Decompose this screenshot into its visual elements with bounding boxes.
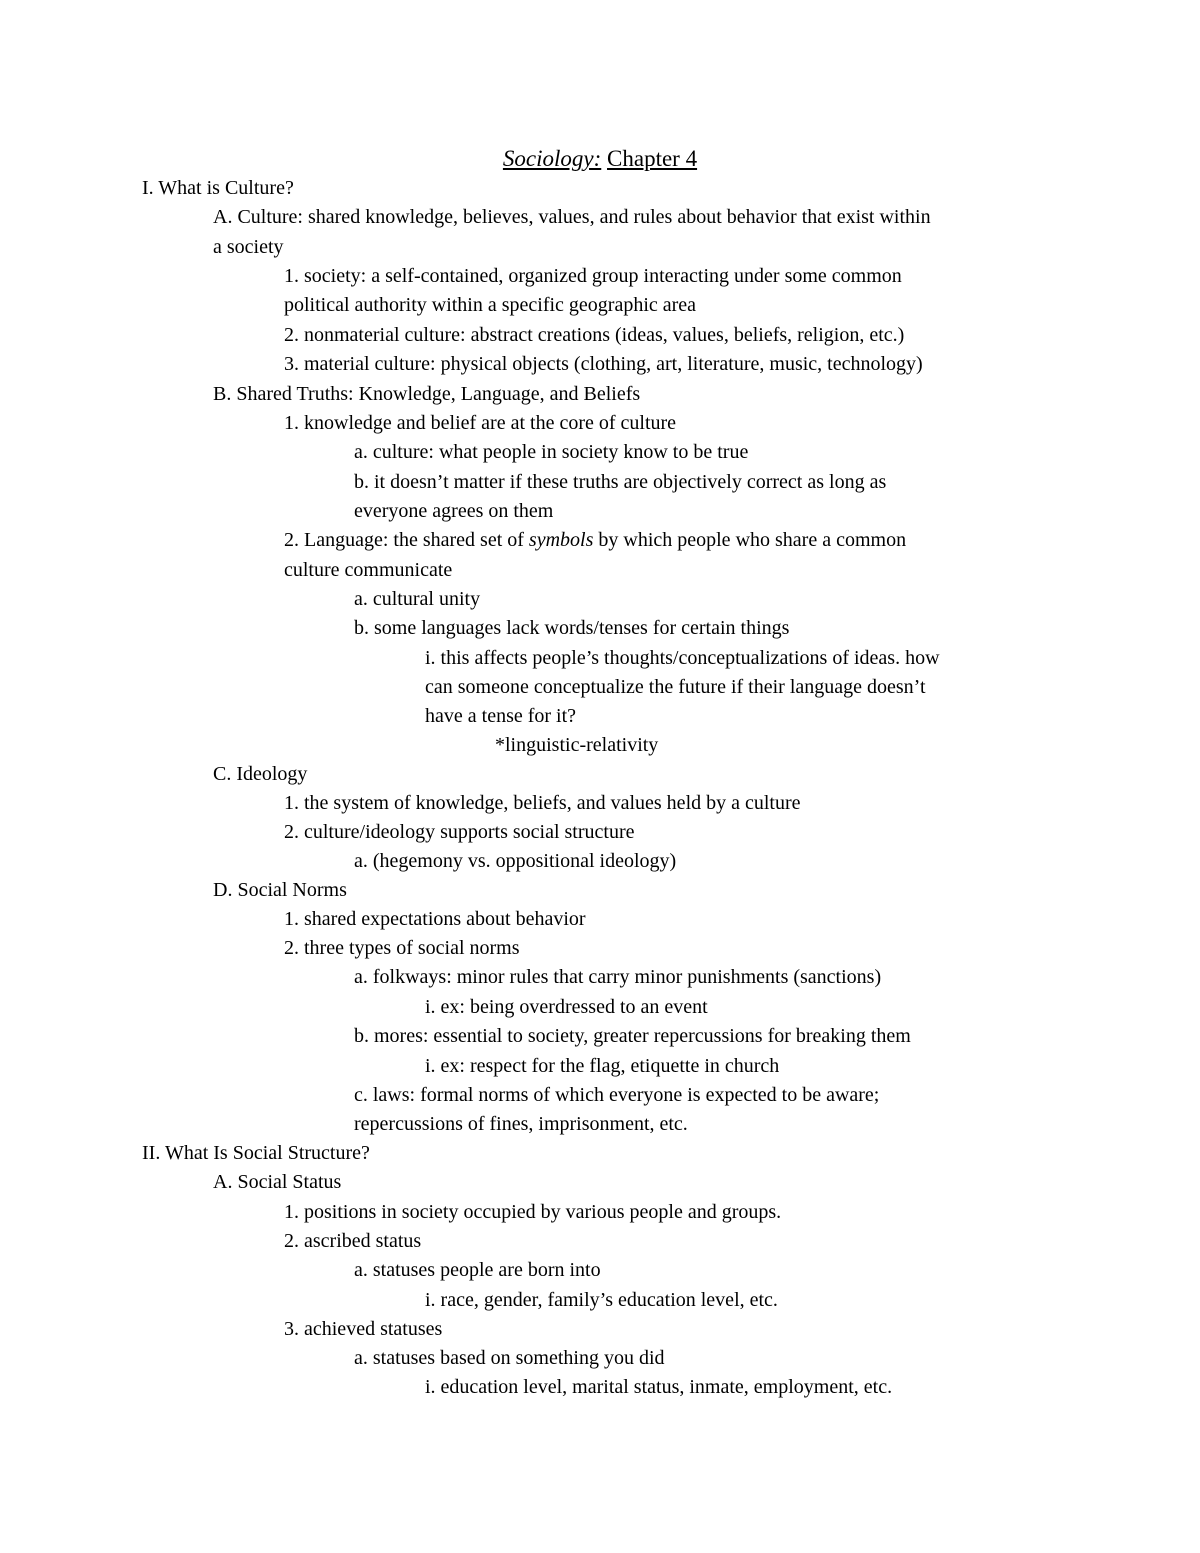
- title-chapter: Chapter 4: [607, 146, 698, 171]
- page-title: [0, 143, 1200, 175]
- outline-item: everyone agrees on them: [354, 500, 554, 522]
- outline-item: a. statuses based on something you did: [354, 1347, 665, 1369]
- outline-text: by which people who share a common: [593, 529, 907, 551]
- outline-item: c. laws: formal norms of which everyone is expected to be aware;: [354, 1084, 880, 1106]
- outline-item: 1. shared expectations about behavior: [284, 908, 586, 930]
- title-subject: Sociology:: [502, 146, 602, 171]
- outline-item: [284, 526, 906, 555]
- outline-item: D. Social Norms: [213, 879, 347, 901]
- outline-item: 2. culture/ideology supports social structure: [284, 821, 635, 843]
- outline-item: i. ex: being overdressed to an event: [425, 996, 708, 1018]
- outline-item: a. cultural unity: [354, 588, 481, 610]
- outline-item: repercussions of fines, imprisonment, etc.: [354, 1113, 688, 1135]
- outline-item: a. culture: what people in society know to be true: [354, 441, 749, 463]
- outline-item: A. Culture: shared knowledge, believes, values, and rules about behavior that exist within: [213, 206, 931, 228]
- outline-item: a. folkways: minor rules that carry minor punishments (sanctions): [354, 966, 882, 988]
- section-heading: I. What is Culture?: [142, 177, 294, 199]
- outline-item: b. some languages lack words/tenses for certain things: [354, 617, 790, 639]
- outline-item: A. Social Status: [213, 1171, 342, 1193]
- outline-item: i. education level, marital status, inmate, employment, etc.: [425, 1376, 893, 1398]
- outline-item: 2. ascribed status: [284, 1230, 422, 1252]
- outline-item: can someone conceptualize the future if their language doesn’t: [425, 676, 926, 698]
- outline-item: 1. society: a self-contained, organized group interacting under some common: [284, 265, 902, 287]
- outline-item: 1. the system of knowledge, beliefs, and values held by a culture: [284, 792, 801, 814]
- outline-item: a. (hegemony vs. oppositional ideology): [354, 850, 677, 872]
- outline-item: a. statuses people are born into: [354, 1259, 601, 1281]
- outline-text: 2. Language: the shared set of: [284, 529, 529, 551]
- outline-item: 1. knowledge and belief are at the core of culture: [284, 412, 677, 434]
- outline-item: 1. positions in society occupied by various people and groups.: [284, 1201, 782, 1223]
- outline-item: i. race, gender, family’s education level, etc.: [425, 1289, 778, 1311]
- outline-item: b. mores: essential to society, greater repercussions for breaking them: [354, 1025, 911, 1047]
- outline-item: b. it doesn’t matter if these truths are objectively correct as long as: [354, 471, 887, 493]
- outline-item: i. ex: respect for the flag, etiquette in church: [425, 1055, 780, 1077]
- outline-item: political authority within a specific geographic area: [284, 294, 697, 316]
- outline-item: 3. material culture: physical objects (clothing, art, literature, music, technology): [284, 353, 923, 375]
- outline-item: 2. three types of social norms: [284, 937, 520, 959]
- outline-item: B. Shared Truths: Knowledge, Language, and Beliefs: [213, 383, 641, 405]
- outline-item: C. Ideology: [213, 763, 308, 785]
- outline-item: 2. nonmaterial culture: abstract creations (ideas, values, beliefs, religion, etc.): [284, 324, 905, 346]
- outline-note: *linguistic-relativity: [495, 734, 659, 756]
- section-heading: II. What Is Social Structure?: [142, 1142, 370, 1164]
- outline-item: have a tense for it?: [425, 705, 577, 727]
- outline-emphasis: symbols: [528, 529, 594, 551]
- outline-item: culture communicate: [284, 559, 453, 581]
- outline-item: i. this affects people’s thoughts/conceptualizations of ideas. how: [425, 647, 940, 669]
- outline-item: a society: [213, 236, 284, 258]
- outline-item: 3. achieved statuses: [284, 1318, 443, 1340]
